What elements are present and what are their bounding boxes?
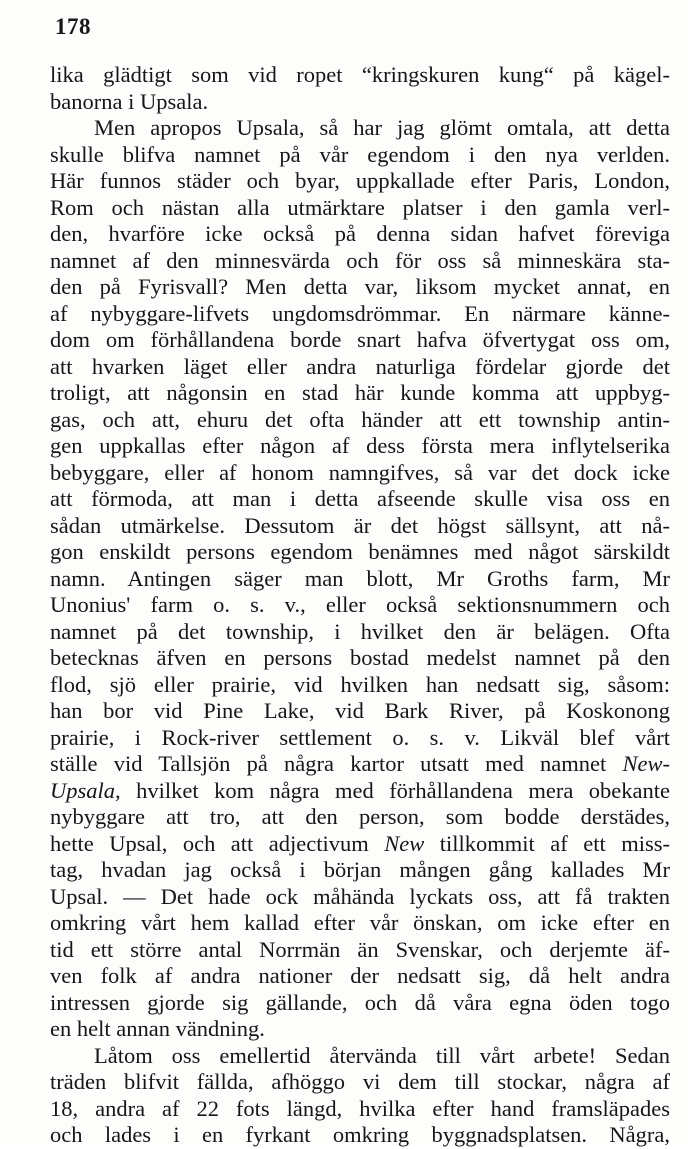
body-text <box>50 62 670 1149</box>
text-line: Här funnos städer och byar, uppkallade efter Paris, London, <box>50 168 670 193</box>
text-line: ställe vid Tallsjön på några kartor utsatt med namnet New- <box>50 751 670 776</box>
text-line: skulle blifva namnet på vår egendom i den nya verlden. <box>50 141 670 167</box>
text-line: namnet på det township, i hvilket den är belägen. Ofta <box>50 618 670 644</box>
text-line: Upsala, hvilket kom några med förhållandena mera obekante <box>50 777 670 803</box>
text-line: troligt, att någonsin en stad här kunde komma att uppbyg- <box>50 380 670 405</box>
text-line: tid ett större antal Norrmän än Svenskar, och derjemte äf- <box>50 936 670 962</box>
text-line: träden blifvit fällda, afhöggo vi dem till stockar, några af <box>50 1069 670 1094</box>
text-line: att förmoda, att man i detta afseende skulle visa oss en <box>50 486 670 511</box>
text-line: intressen gjorde sig gällande, och då våra egna öden togo <box>50 989 670 1015</box>
text-line: hette Upsal, och att adjectivum New tillkommit af ett miss- <box>50 830 670 856</box>
text-line: gen uppkallas efter någon af dess första mera inflytelserika <box>50 433 670 458</box>
text-line: den, hvarföre icke också på denna sidan hafvet föreviga <box>50 221 670 246</box>
text-line: nybyggare att tro, att den person, som bodde derstädes, <box>50 804 670 829</box>
text-line: banorna i Upsala. <box>50 88 209 114</box>
text-line: ven folk af andra nationer der nedsatt sig, då helt andra <box>50 963 670 988</box>
text-line: Låtom oss emellertid återvända till vårt arbete! Sedan <box>94 1042 670 1068</box>
text-line: den på Fyrisvall? Men detta var, liksom mycket annat, en <box>50 274 670 299</box>
text-line: gon enskildt persons egendom benämnes med något särskildt <box>50 539 670 564</box>
text-line: dom om förhållandena borde snart hafva öfvertygat oss om, <box>50 327 670 352</box>
text-line: af nybyggare-lifvets ungdomsdrömmar. En närmare känne- <box>50 300 670 326</box>
text-line: lika glädtigt som vid ropet “kringskuren kung“ på kägel- <box>50 62 670 87</box>
text-line: 18, andra af 22 fots längd, hvilka efter hand framsläpades <box>50 1095 670 1121</box>
text-line: omkring vårt hem kallad efter vår önskan, om icke efter en <box>50 910 670 935</box>
text-line: och lades i en fyrkant omkring byggnadsplatsen. Några, <box>50 1122 670 1147</box>
text-line: betecknas äfven en persons bostad medelst namnet på den <box>50 645 670 670</box>
text-line: sådan utmärkelse. Dessutom är det högst sällsynt, att nå- <box>50 512 670 538</box>
text-line: Upsal. — Det hade ock måhända lyckats oss, att få trakten <box>50 883 670 909</box>
text-line: flod, sjö eller prairie, vid hvilken han nedsatt sig, såsom: <box>50 671 670 697</box>
text-line: gas, och att, ehuru det ofta händer att ett township antin- <box>50 406 670 432</box>
text-line: namnet af den minnesvärda och för oss så minneskära sta- <box>50 247 670 273</box>
text-line: bebyggare, eller af honom namngifves, så var det dock icke <box>50 459 670 485</box>
text-line: prairie, i Rock-river settlement o. s. v. Likväl blef vårt <box>50 724 670 750</box>
text-line: namn. Antingen säger man blott, Mr Groths farm, Mr <box>50 565 670 591</box>
text-line: han bor vid Pine Lake, vid Bark River, på Koskonong <box>50 698 670 723</box>
text-line: Unonius' farm o. s. v., eller också sektionsnummern och <box>50 592 670 617</box>
page-number: 178 <box>55 14 91 39</box>
text-line: en helt annan vändning. <box>50 1016 265 1041</box>
text-line: tag, hvadan jag också i början mången gång kallades Mr <box>50 857 670 882</box>
text-line: att hvarken läget eller andra naturliga fördelar gjorde det <box>50 353 670 379</box>
text-line: Rom och nästan alla utmärktare platser i den gamla verl- <box>50 194 670 220</box>
text-line: Men apropos Upsala, så har jag glömt omtala, att detta <box>94 115 670 140</box>
